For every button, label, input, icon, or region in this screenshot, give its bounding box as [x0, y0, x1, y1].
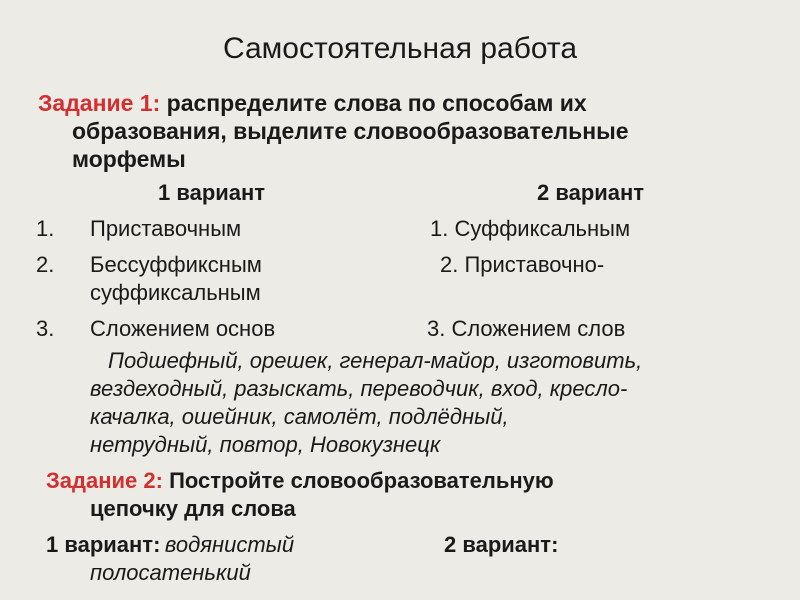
variant1-header: 1 вариант [158, 180, 266, 205]
words-line2: вездеходный, разыскать, переводчик, вход, кресло- [90, 376, 628, 401]
chain-v2-label: 2 вариант: [444, 532, 559, 557]
task2-label: Задание 2: [46, 468, 163, 493]
variant2-header: 2 вариант [537, 180, 645, 205]
chain-v1-label: 1 вариант: [46, 532, 161, 557]
chain-v1-word: водянистый [164, 532, 295, 557]
chain-v2-word: полосатенький [90, 560, 251, 585]
words-line3: качалка, ошейник, самолёт, подлёдный, [90, 404, 509, 429]
task1-text-2: образования, выделите словообразовательные [72, 118, 629, 144]
task1-text-1: распределите слова по способам их [166, 90, 587, 116]
task1-text-3: морфемы [72, 146, 186, 172]
item2-left: Бессуффиксным [90, 252, 262, 277]
item1-right: 1. Суффиксальным [430, 216, 631, 241]
chain-variant1 [46, 532, 294, 558]
task2-line1 [46, 468, 554, 494]
words-line4: нетрудный, повтор, Новокузнецк [90, 432, 441, 457]
item3-right: 3. Сложением слов [427, 316, 626, 341]
item2-right: 2. Приставочно- [440, 252, 605, 277]
page-title: Самостоятельная работа [222, 32, 578, 65]
task2-text-1: Постройте словообразовательную [169, 468, 554, 493]
item1-number: 1. [36, 216, 55, 241]
item1-left: Приставочным [90, 216, 242, 241]
words-line1: Подшефный, орешек, генерал-майор, изготовить, [108, 348, 643, 373]
task1-line1 [38, 90, 587, 117]
item2-number: 2. [36, 252, 55, 277]
item3-number: 3. [36, 316, 55, 341]
task1-label: Задание 1: [38, 90, 161, 116]
task2-text-2: цепочку для слова [90, 496, 296, 521]
item2-continuation: суффиксальным [90, 280, 261, 305]
item3-left: Сложением основ [90, 316, 276, 341]
